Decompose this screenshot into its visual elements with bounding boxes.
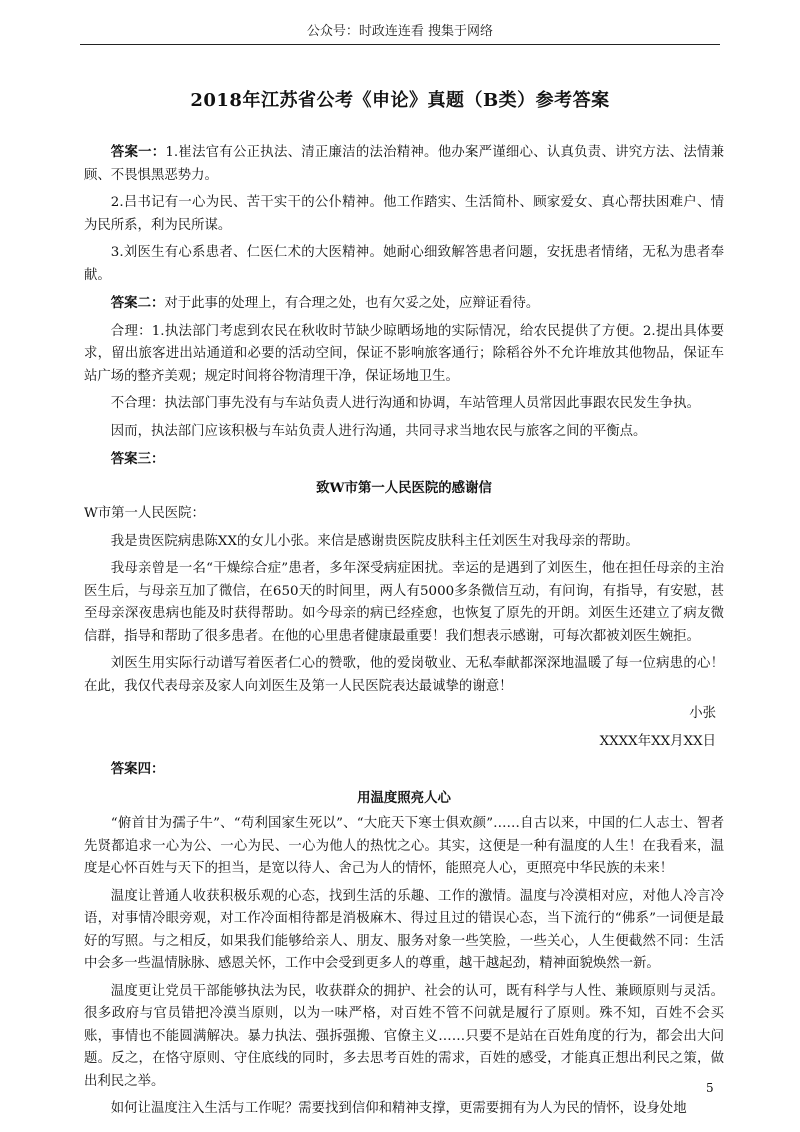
answer1-paragraph1 — [84, 141, 724, 187]
answer1-label: 答案一： — [110, 144, 166, 160]
document-title: 2018年江苏省公考《申论》真题（B类）参考答案 — [190, 90, 610, 111]
letter-date: XXXX年XX月XX日 — [599, 733, 716, 749]
letter-title: 致W市第一人民医院的感谢信 — [316, 479, 492, 496]
page-number: 5 — [706, 1081, 714, 1095]
answer2-paragraph3: 因而，执法部门应该积极与车站负责人进行沟通，共同寻求当地农民与旅客之间的平衡点。 — [110, 423, 647, 439]
answer4-label: 答案四： — [110, 761, 165, 777]
answer3-label: 答案三： — [110, 451, 165, 467]
document-body — [84, 141, 724, 1126]
answer1-text1: 1.崔法官有公正执法、清正廉洁的法治精神。他办案严谨细心、认真负责、讲究方法、法情兼顾、不畏惧黑恶势力。 — [84, 145, 725, 183]
answer2-paragraph1: 合理：1.执法部门考虑到农民在秋收时节缺少晾晒场地的实际情况，给农民提供了方便。2.提出具体要求，留出旅客进出站通道和必要的活动空间，保证不影响旅客通行；除稻谷外不允许堆放其他物品，保证车站广场的整齐美观；规定时间将谷物清理干净，保证场地卫生。 — [84, 323, 724, 384]
answer2-intro-text: 对于此事的处理上，有合理之处，也有欠妥之处，应辩证看待。 — [164, 296, 540, 311]
answer2-paragraph2: 不合理：执法部门事先没有与车站负责人进行沟通和协调，车站管理人员常因此事跟农民发生争执。 — [110, 396, 700, 411]
essay-paragraph1: “俯首甘为孺子牛”、“苟利国家生死以”、“大庇天下寒士俱欢颜”……自古以来，中国的仁人志士、智者先贤都追求一心为公、一心为民、一心为他人的热忱之心。其实，这便是一种有温度的人生！在我看来，温度是心怀百姓与天下的担当，是宽以待人、舍己为人的情怀，能照亮人心，更照亮中华民族的未来！ — [84, 816, 724, 876]
essay-paragraph4: 如何让温度注入生活与工作呢？需要找到信仰和精神支撑，更需要拥有为人为民的情怀，设身处地 — [110, 1101, 687, 1116]
essay-title: 用温度照亮人心 — [357, 789, 451, 806]
essay-paragraph2: 温度让普通人收获积极乐观的心态，找到生活的乐趣、工作的激情。温度与冷漠相对应，对他人冷言冷语，对事情冷眼旁观，对工作冷面相待都是消极麻木、得过且过的错误心态，当下流行的“佛系”一词便是最好的写照。与之相反，如果我们能够给亲人、朋友、服务对象一些笑脸，一些关心，人生便截然不同：生活中会多一些温情脉脉、感恩关怀，工作中会受到更多人的尊重，越干越起劲，精神面貌焕然一新。 — [84, 888, 724, 971]
header-rule — [80, 44, 720, 45]
letter-paragraph2: 我母亲曾是一名“干燥综合症”患者，多年深受病症困扰。幸运的是遇到了刘医生，他在担任母亲的主治医生后，与母亲互加了微信，在650天的时间里，两人有5000多条微信互动，有问询，有指导，有安慰，甚至母亲深夜患病也能及时获得帮助。如今母亲的病已经痊愈，也恢复了原先的开朗。刘医生还建立了病友微信群，指导和帮助了很多患者。在他的心里患者健康最重要！我们想表示感谢，可每次都被刘医生婉拒。 — [84, 561, 724, 644]
answer1-paragraph2: 2.吕书记有一心为民、苦干实干的公仆精神。他工作踏实、生活简朴、顾家爱女、真心帮扶困难户、情为民所系，利为民所谋。 — [84, 195, 724, 233]
letter-paragraph1: 我是贵医院病患陈XX的女儿小张。来信是感谢贵医院皮肤科主任刘医生对我母亲的帮助。 — [110, 533, 639, 549]
answer2-intro — [84, 292, 724, 316]
letter-signature: 小张 — [689, 706, 716, 721]
letter-paragraph3: 刘医生用实际行动谱写着医者仁心的赞歌，他的爱岗敬业、无私奉献都深深地温暖了每一位病患的心！在此，我仅代表母亲及家人向刘医生及第一人民医院表达最诚挚的谢意！ — [84, 656, 724, 694]
page-header: 公众号：时政连连看 搜集于网络 — [306, 24, 494, 39]
answer2-label: 答案二： — [110, 295, 165, 311]
letter-salutation: W市第一人民医院： — [84, 506, 205, 521]
essay-paragraph3: 温度更让党员干部能够执法为民，收获群众的拥护、社会的认可，既有科学与人性、兼顾原则与灵活。很多政府与官员错把冷漠当原则，以为一味严格，对百姓不管不问就是履行了原则。殊不知，百姓不会买账，事情也不能圆满解决。暴力执法、强拆强搬、官僚主义……只要不是站在百姓角度的行为，都会出大问题。反之，在恪守原则、守住底线的同时，多去思考百姓的需求，百姓的感受，才能真正想出利民之策，做出利民之举。 — [84, 983, 724, 1089]
answer1-paragraph3: 3.刘医生有心系患者、仁医仁术的大医精神。她耐心细致解答患者问题，安抚患者情绪，无私为患者奉献。 — [84, 245, 724, 283]
